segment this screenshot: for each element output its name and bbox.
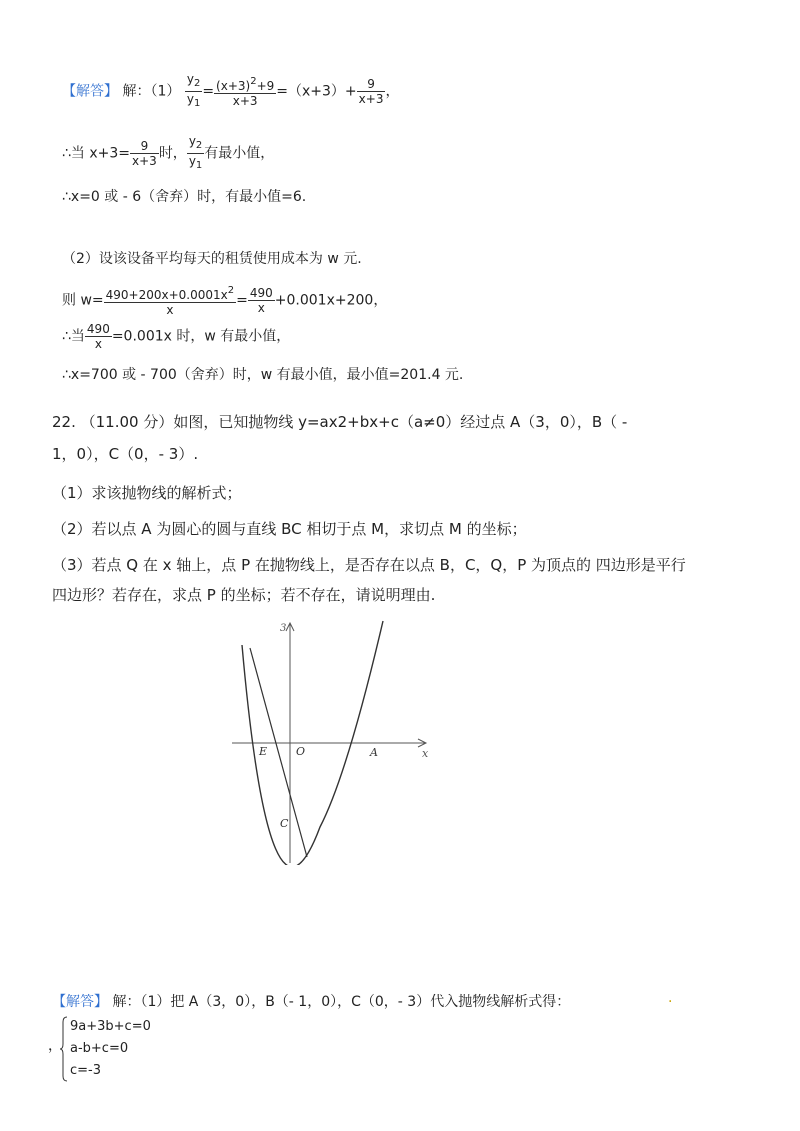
equation-3: c=-3	[70, 1063, 102, 1078]
origin-label: O	[296, 745, 306, 758]
fraction-490-over-x: $\frac{490}{x}$	[249, 286, 273, 315]
solution-line-5: 则 w= $\frac{490+200x+0.0001x^2}{x}$ = $\frac{490}{x}$ +0.001x+200，	[62, 285, 388, 317]
fraction-y2-y1: $\frac{y_2}{y_1}$	[186, 72, 201, 109]
problem-question-2: （2）若以点 A 为圆心的圆与直线 BC 相切于点 M，求切点 M 的坐标；	[52, 520, 527, 538]
y-axis-label: 3	[280, 623, 287, 634]
problem-question-3b: 四边形？若存在，求点 P 的坐标；若不存在，请说明理由.	[52, 586, 436, 604]
fraction-cost-expression: $\frac{490+200x+0.0001x^2}{x}$	[105, 285, 235, 317]
fraction-490-over-x-b: $\frac{490}{x}$	[86, 322, 110, 351]
expression-middle: =（x+3）+	[276, 83, 357, 100]
equation-1: 9a+3b+c=0	[70, 1019, 151, 1034]
equation-2: a-b+c=0	[70, 1041, 129, 1056]
solution-line-7: ∴x=700 或 - 700（舍弃）时，w 有最小值，最小值=201.4 元.	[62, 367, 464, 383]
part1-prefix: 解：（1）	[122, 83, 181, 100]
solution-line-1: 【解答】 解：（1） $\frac{y_2}{y_1}$ = $\frac{(x+3)^2+9}{x+3}$ =（x+3）+ $\frac{9}{x+3}$ ，	[62, 72, 400, 109]
stray-dot: ·	[668, 994, 673, 1010]
problem-line-2: 1，0），C（0，- 3）.	[52, 445, 199, 463]
answer-tag: 【解答】	[62, 83, 118, 100]
bottom-solution-line-1: 【解答】 解：（1）把 A（3，0），B（- 1，0），C（0，- 3）代入抛物线解析式得：	[52, 994, 571, 1010]
solution-line-2: ∴当 x+3= $\frac{9}{x+3}$ 时， $\frac{y_2}{y_1}$ 有最小值，	[62, 134, 275, 171]
answer-tag-bottom: 【解答】	[52, 994, 108, 1010]
problem-question-3a: （3）若点 Q 在 x 轴上，点 P 在抛物线上，是否存在以点 B，C，Q，P 为顶点的 四边形是平行	[52, 556, 686, 574]
point-c-label: C	[280, 817, 289, 830]
parabola-figure	[220, 615, 450, 865]
solution-line-3: ∴x=0 或 - 6（舍弃）时，有最小值=6.	[62, 189, 307, 205]
point-a-label: A	[370, 746, 378, 759]
point-e-label: E	[259, 745, 268, 758]
fraction-expression-2: $\frac{9}{x+3}$	[358, 77, 384, 106]
x-axis-label: x	[422, 747, 429, 760]
problem-question-1: （1）求该抛物线的解析式；	[52, 484, 242, 502]
system-comma: ，	[48, 1038, 62, 1054]
fraction-9-over-x3: $\frac{9}{x+3}$	[132, 139, 157, 168]
problem-line-1: 22. （11.00 分）如图，已知抛物线 y=ax2+bx+c（a≠0）经过点 A（3，0），B（ -	[52, 413, 628, 431]
brace-icon	[60, 1016, 68, 1082]
solution-line-6: ∴当 $\frac{490}{x}$ =0.001x 时，w 有最小值，	[62, 322, 291, 351]
fraction-y2-y1-b: $\frac{y_2}{y_1}$	[188, 134, 203, 171]
equation-system	[60, 1016, 151, 1082]
solution-line-4: （2）设该设备平均每天的租赁使用成本为 w 元.	[62, 251, 362, 267]
fraction-expression-1: $\frac{(x+3)^2+9}{x+3}$	[216, 76, 275, 108]
